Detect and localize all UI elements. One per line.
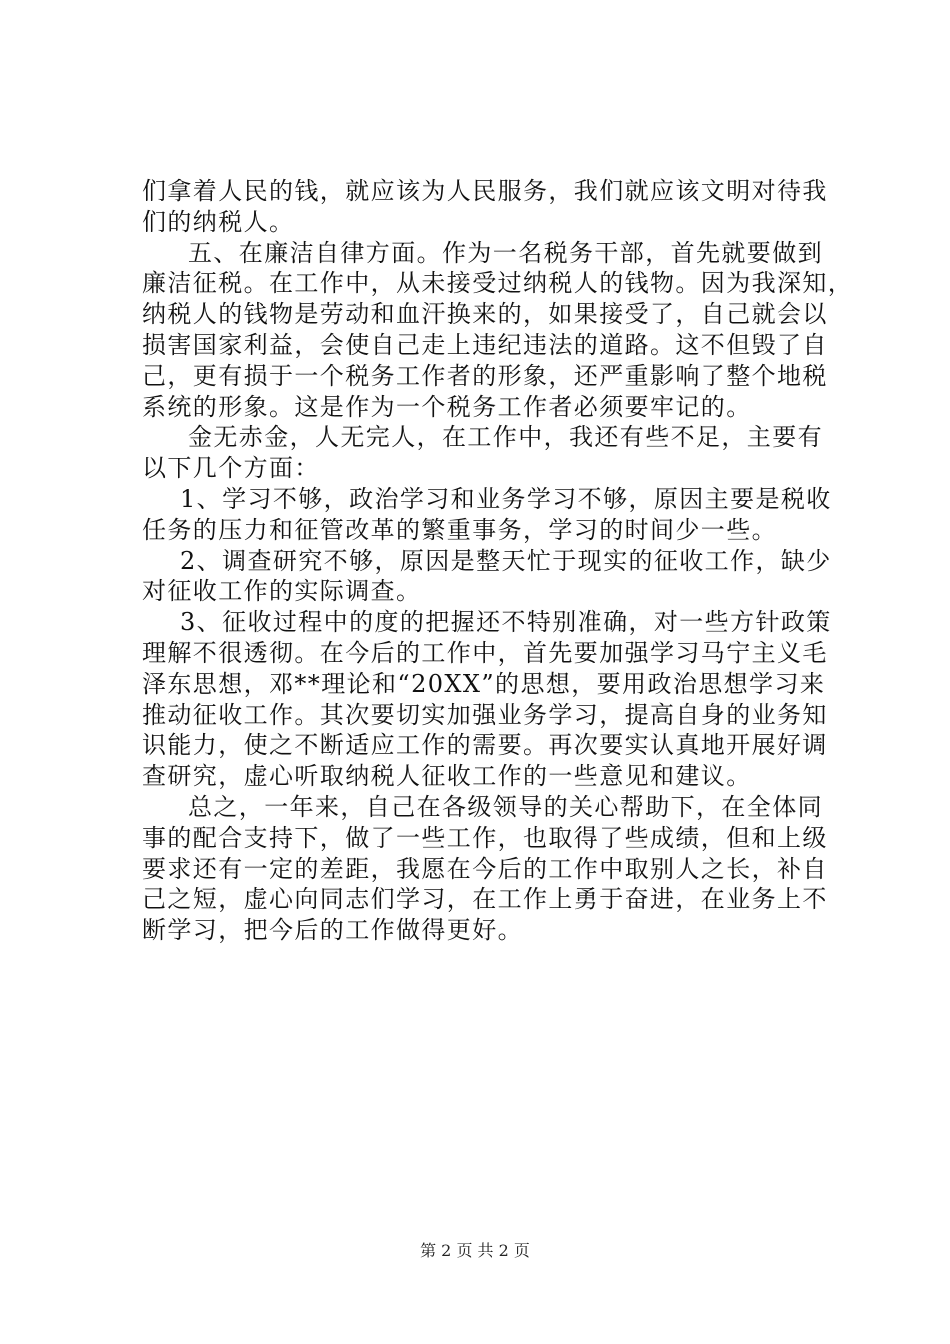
paragraph-start-line: 总之，一年来，自己在各级领导的关心帮助下，在全体同 bbox=[188, 792, 823, 821]
text-line: 任务的压力和征管改革的繁重事务，学习的时间少一些。 bbox=[142, 515, 777, 544]
text-line: 廉洁征税。在工作中，从未接受过纳税人的钱物。因为我深知， bbox=[142, 269, 854, 298]
paragraph-start-line: 金无赤金，人无完人，在工作中，我还有些不足，主要有 bbox=[188, 423, 823, 452]
text-line: 断学习，把今后的工作做得更好。 bbox=[142, 916, 523, 945]
text-line: 们拿着人民的钱，就应该为人民服务，我们就应该文明对待我 bbox=[142, 177, 828, 205]
text-line: 们的纳税人。 bbox=[142, 207, 295, 236]
text-line: 识能力，使之不断适应工作的需要。再次要实认真地开展好调 bbox=[142, 731, 828, 760]
paragraph-start-line: 五、在廉洁自律方面。作为一名税务干部，首先就要做到 bbox=[188, 238, 823, 267]
page-number-footer: 第 2 页 共 2 页 bbox=[420, 1241, 530, 1260]
text-line: 查研究，虚心听取纳税人征收工作的一些意见和建议。 bbox=[142, 762, 752, 791]
text-line: 纳税人的钱物是劳动和血汗换来的，如果接受了，自己就会以 bbox=[142, 300, 828, 329]
text-line: 己，更有损于一个税务工作者的形象，还严重影响了整个地税 bbox=[142, 361, 828, 390]
text-line: 泽东思想，邓**理论和“20XX”的思想，要用政治思想学习来 bbox=[142, 669, 826, 698]
list-item-start-line: 1、学习不够，政治学习和业务学习不够，原因主要是税收 bbox=[180, 484, 832, 513]
text-line: 事的配合支持下，做了一些工作，也取得了些成绩，但和上级 bbox=[142, 823, 828, 852]
list-item-start-line: 2、调查研究不够，原因是整天忙于现实的征收工作，缺少 bbox=[180, 546, 832, 575]
text-line: 损害国家利益，会使自己走上违纪违法的道路。这不但毁了自 bbox=[142, 330, 828, 359]
text-line: 对征收工作的实际调查。 bbox=[142, 577, 422, 606]
document-body bbox=[142, 176, 854, 946]
text-line: 要求还有一定的差距，我愿在今后的工作中取别人之长，补自 bbox=[142, 854, 828, 883]
text-line: 推动征收工作。其次要切实加强业务学习，提高自身的业务知 bbox=[142, 700, 828, 729]
text-line: 系统的形象。这是作为一个税务工作者必须要牢记的。 bbox=[142, 392, 752, 421]
list-item-start-line: 3、征收过程中的度的把握还不特别准确，对一些方针政策 bbox=[180, 608, 832, 637]
text-line: 理解不很透彻。在今后的工作中，首先要加强学习马宁主义毛 bbox=[142, 638, 828, 667]
text-line: 以下几个方面： bbox=[142, 454, 320, 483]
text-line: 己之短，虚心向同志们学习，在工作上勇于奋进，在业务上不 bbox=[142, 885, 828, 914]
